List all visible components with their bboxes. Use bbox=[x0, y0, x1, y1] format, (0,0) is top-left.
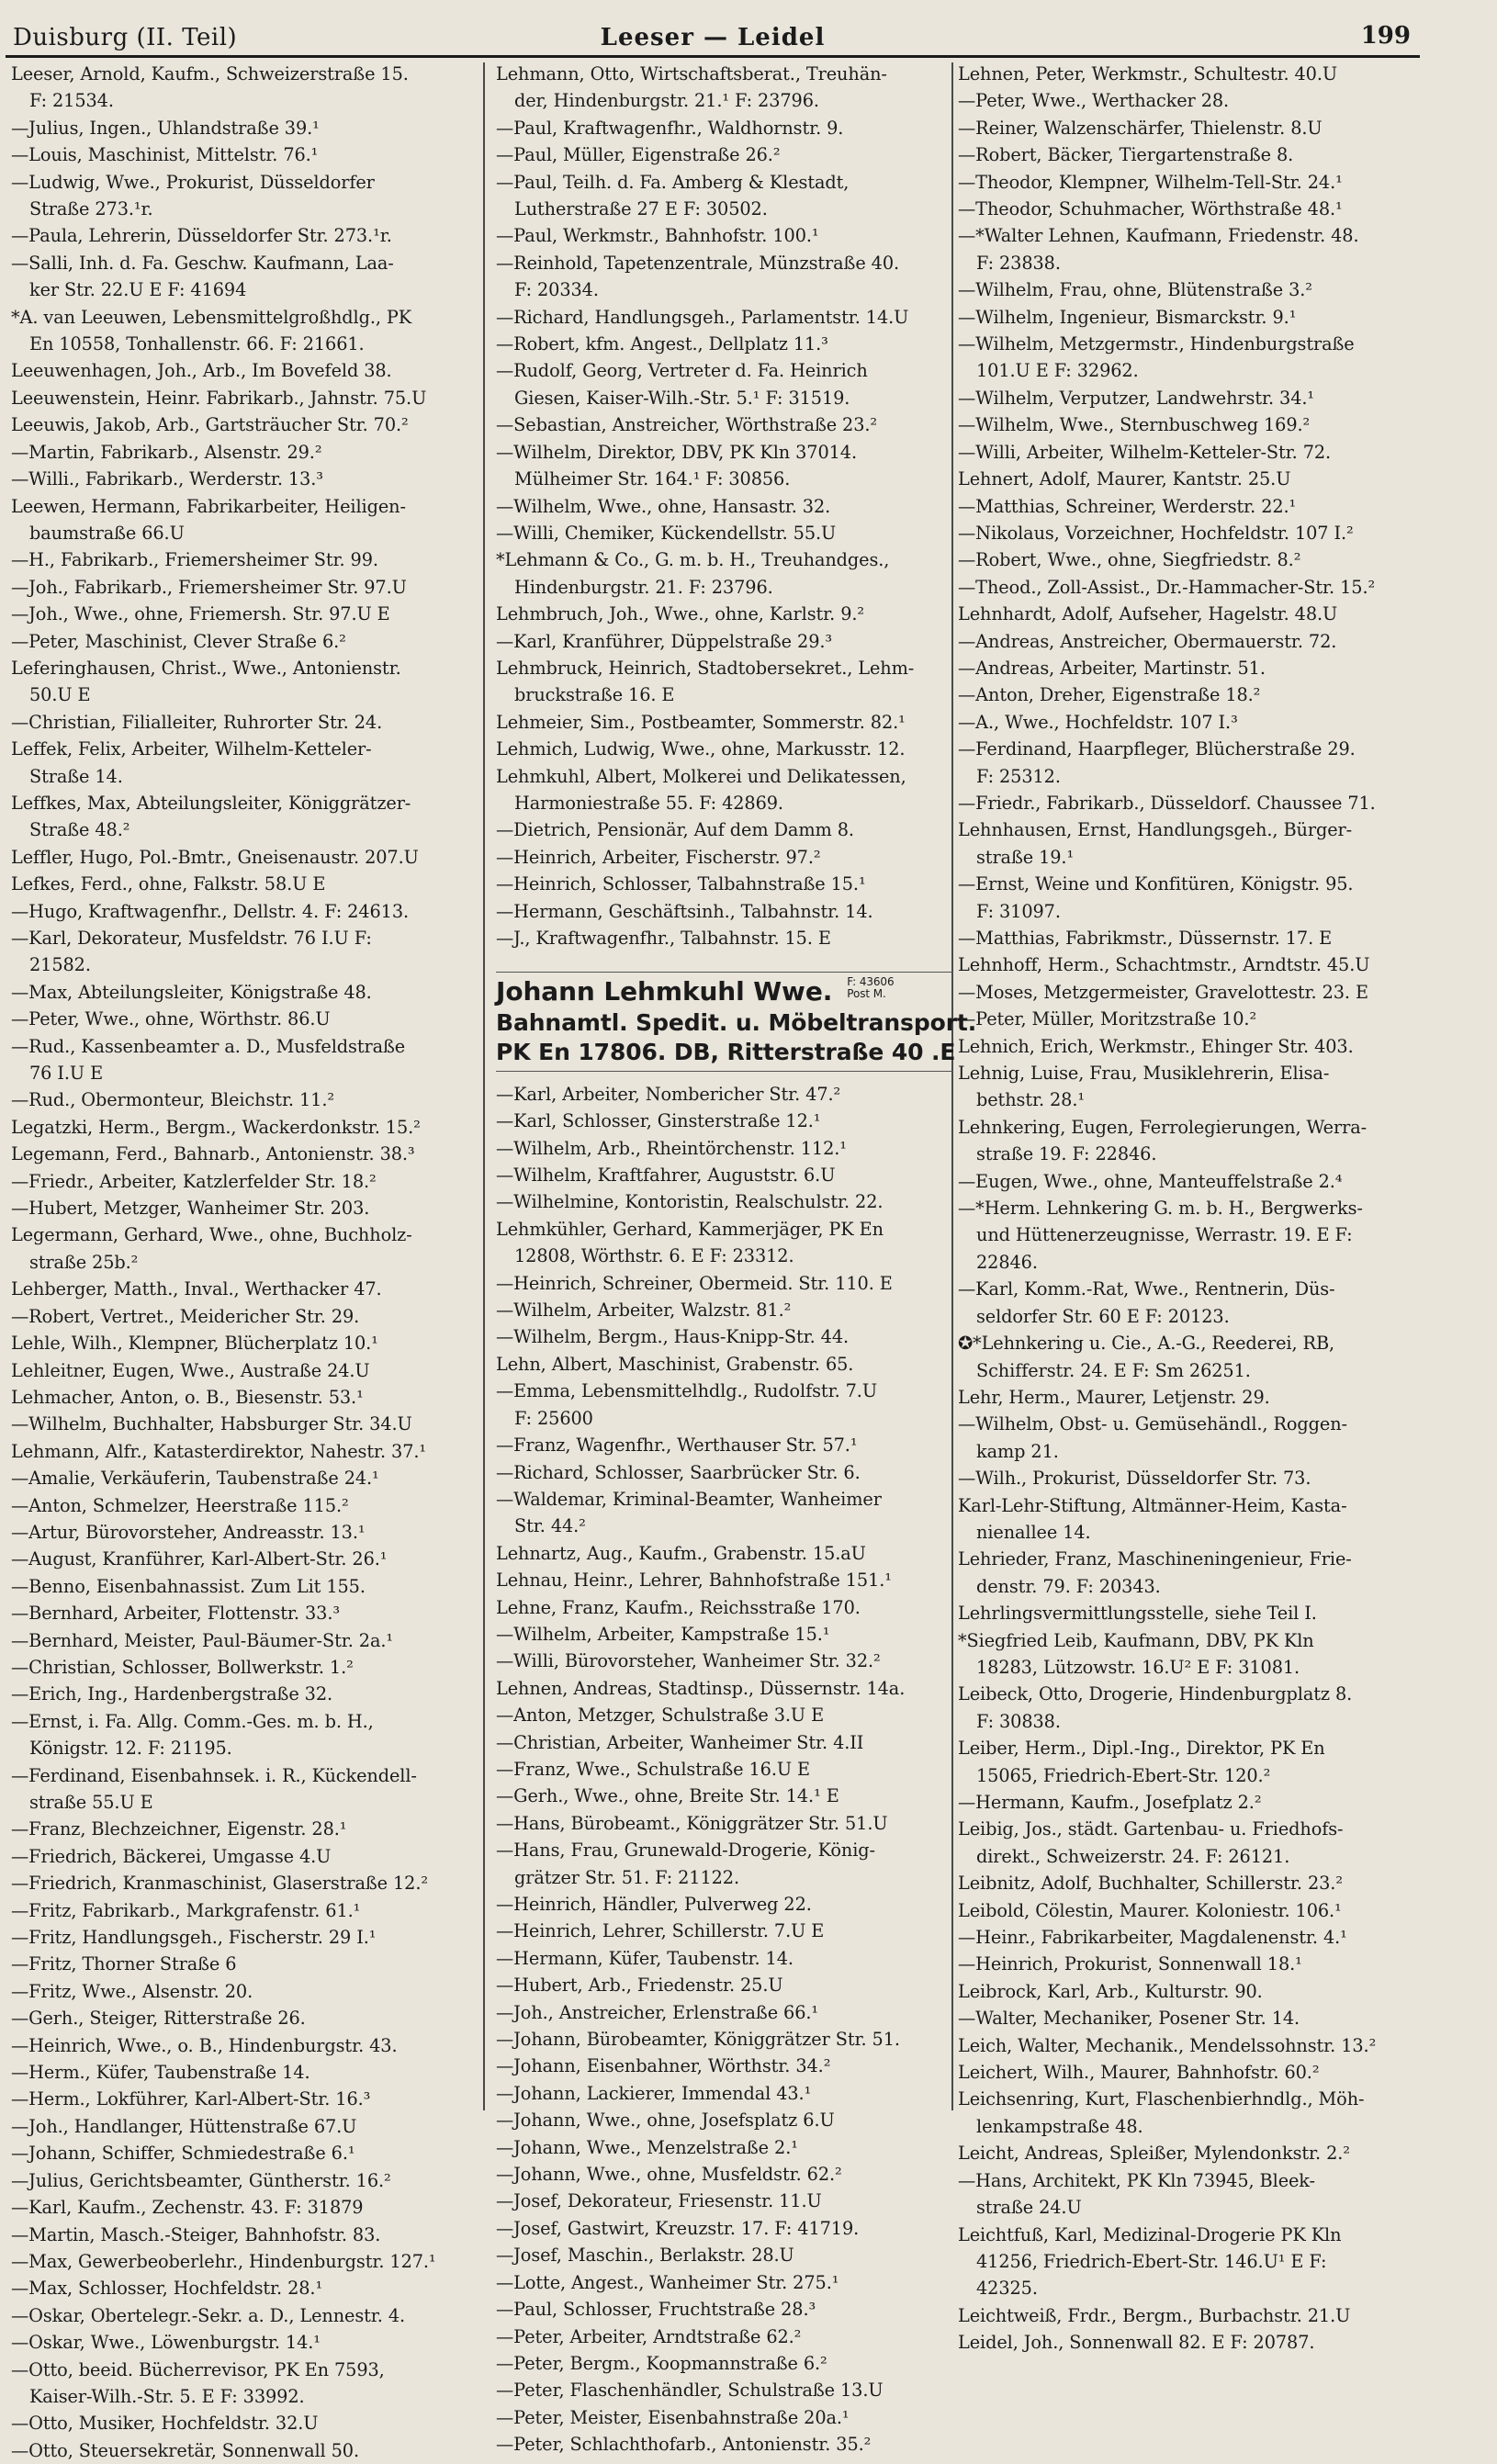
directory-entry-line: —Wilhelm, Obst- u. Gemüsehändl., Roggen- bbox=[958, 1413, 1347, 1435]
directory-entry-line: —Hermann, Küfer, Taubenstr. 14. bbox=[496, 1947, 794, 1969]
directory-entry-line: baumstraße 66.U bbox=[29, 522, 185, 544]
column-divider bbox=[483, 62, 485, 2110]
directory-entry-line: Leewen, Hermann, Fabrikarbeiter, Heiligen- bbox=[11, 495, 406, 517]
directory-entry-line: —Hans, Frau, Grunewald-Drogerie, König- bbox=[496, 1840, 875, 1862]
directory-entry-line: —Peter, Wwe., ohne, Wörthstr. 86.U bbox=[11, 1008, 331, 1030]
directory-entry-line: direkt., Schweizerstr. 24. F: 26121. bbox=[976, 1845, 1290, 1867]
directory-entry-line: —Peter, Bergm., Koopmannstraße 6.² bbox=[496, 2352, 827, 2374]
directory-entry-line: —Friedr., Fabrikarb., Düsseldorf. Chaussee 71. bbox=[958, 792, 1376, 814]
directory-entry-line: Lehnhardt, Adolf, Aufseher, Hagelstr. 48.U bbox=[958, 603, 1338, 625]
directory-entry-line: —Friedr., Arbeiter, Katzlerfelder Str. 18.² bbox=[11, 1170, 377, 1192]
directory-entry-line: Lehrieder, Franz, Maschineningenieur, Frie- bbox=[958, 1548, 1352, 1570]
directory-entry-line: Leidel, Joh., Sonnenwall 82. E F: 20787. bbox=[958, 2332, 1315, 2354]
directory-entry-line: —Karl, Komm.-Rat, Wwe., Rentnerin, Düs- bbox=[958, 1278, 1335, 1300]
directory-entry-line: Leeuwenstein, Heinr. Fabrikarb., Jahnstr. 75.U bbox=[11, 387, 427, 409]
directory-entry-line: —Theodor, Klempner, Wilhelm-Tell-Str. 24.¹ bbox=[958, 171, 1343, 193]
directory-entry-line: —Gerh., Wwe., ohne, Breite Str. 14.¹ E bbox=[496, 1785, 839, 1807]
directory-entry-line: —Amalie, Verkäuferin, Taubenstraße 24.¹ bbox=[11, 1468, 379, 1490]
directory-entry-line: Leibeck, Otto, Drogerie, Hindenburgplatz 8. bbox=[958, 1683, 1353, 1705]
directory-entry-line: —Matthias, Schreiner, Werderstr. 22.¹ bbox=[958, 495, 1297, 517]
directory-entry-line: Legermann, Gerhard, Wwe., ohne, Buchholz- bbox=[11, 1224, 412, 1246]
directory-entry-line: straße 19.¹ bbox=[976, 846, 1075, 868]
directory-entry-line: —Karl, Dekorateur, Musfeldstr. 76 I.U F: bbox=[11, 928, 372, 949]
directory-entry-line: —Otto, Steuersekretär, Sonnenwall 50. bbox=[11, 2439, 359, 2461]
directory-entry-line: —Wilhelm, Direktor, DBV, PK Kln 37014. bbox=[496, 441, 858, 463]
directory-entry-line: —Hugo, Kraftwagenfhr., Dellstr. 4. F: 24613. bbox=[11, 900, 410, 922]
directory-entry-line: —A., Wwe., Hochfeldstr. 107 I.³ bbox=[958, 711, 1238, 733]
directory-entry-line: —Gerh., Steiger, Ritterstraße 26. bbox=[11, 2008, 306, 2030]
directory-entry-line: —*Walter Lehnen, Kaufmann, Friedenstr. 48. bbox=[958, 225, 1359, 247]
directory-entry-line: —Waldemar, Kriminal-Beamter, Wanheimer bbox=[496, 1488, 882, 1510]
directory-entry-line: ker Str. 22.U E F: 41694 bbox=[29, 279, 247, 301]
directory-entry-line: —Robert, Bäcker, Tiergartenstraße 8. bbox=[958, 144, 1294, 166]
directory-entry-line: Lehmeier, Sim., Postbeamter, Sommerstr. 82.¹ bbox=[496, 711, 906, 733]
page-number: 199 bbox=[1360, 22, 1411, 50]
directory-entry-line: Straße 273.¹r. bbox=[29, 198, 153, 220]
directory-entry-line: Leichtfuß, Karl, Medizinal-Drogerie PK Kln bbox=[958, 2223, 1342, 2245]
directory-entry-line: Lehnartz, Aug., Kaufm., Grabenstr. 15.aU bbox=[496, 1542, 866, 1564]
directory-entry-line: —Herm., Küfer, Taubenstraße 14. bbox=[11, 2062, 310, 2084]
directory-entry-line: Leeuwis, Jakob, Arb., Gartsträucher Str. 70.² bbox=[11, 414, 409, 436]
directory-entry-line: 42325. bbox=[976, 2278, 1038, 2300]
directory-entry-line: —Oskar, Obertelegr.-Sekr. a. D., Lennestr. 4. bbox=[11, 2304, 406, 2326]
directory-entry-line: —Ernst, Weine und Konfitüren, Königstr. 95. bbox=[958, 873, 1354, 895]
directory-entry-line: —Dietrich, Pensionär, Auf dem Damm 8. bbox=[496, 819, 854, 841]
directory-entry-line: —Karl, Arbeiter, Nombericher Str. 47.² bbox=[496, 1083, 841, 1105]
advert-title: Johann Lehmkuhl Wwe. bbox=[496, 976, 833, 1007]
directory-entry-line: —Hubert, Arb., Friedenstr. 25.U bbox=[496, 1975, 783, 1997]
directory-entry-line: —Johann, Wwe., ohne, Josefsplatz 6.U bbox=[496, 2110, 835, 2132]
directory-entry-line: Legatzki, Herm., Bergm., Wackerdonkstr. 15.² bbox=[11, 1116, 421, 1138]
directory-entry-line: —Josef, Maschin., Berlakstr. 28.U bbox=[496, 2245, 794, 2267]
directory-entry-line: Leeuwenhagen, Joh., Arb., Im Bovefeld 38. bbox=[11, 360, 392, 382]
directory-entry-line: Lehmbruck, Heinrich, Stadtobersekret., Lehm- bbox=[496, 657, 915, 679]
directory-entry-line: Lehrlingsvermittlungsstelle, siehe Teil I. bbox=[958, 1603, 1317, 1625]
directory-entry-line: —Emma, Lebensmittelhdlg., Rudolfstr. 7.U bbox=[496, 1380, 877, 1402]
directory-entry-line: —Peter, Schlachthofarb., Antonienstr. 35.² bbox=[496, 2434, 872, 2456]
directory-entry-line: —Paul, Kraftwagenfhr., Waldhornstr. 9. bbox=[496, 117, 844, 139]
directory-entry-line: Lehmich, Ludwig, Wwe., ohne, Markusstr. 12. bbox=[496, 738, 906, 760]
advert-tel: F: 43606 bbox=[847, 975, 895, 989]
directory-entry-line: —Josef, Gastwirt, Kreuzstr. 17. F: 41719. bbox=[496, 2217, 860, 2239]
directory-entry-line: —Hubert, Metzger, Wanheimer Str. 203. bbox=[11, 1198, 370, 1220]
directory-entry-line: Lehnert, Adolf, Maurer, Kantstr. 25.U bbox=[958, 468, 1291, 490]
directory-entry-line: Kaiser-Wilh.-Str. 5. E F: 33992. bbox=[29, 2385, 305, 2407]
directory-entry-line: Leichert, Wilh., Maurer, Bahnhofstr. 60.² bbox=[958, 2062, 1320, 2084]
directory-entry-line: Leeser, Arnold, Kaufm., Schweizerstraße 15. bbox=[11, 63, 409, 84]
directory-entry-line: —Walter, Mechaniker, Posener Str. 14. bbox=[958, 2008, 1300, 2030]
directory-entry-line: —Martin, Fabrikarb., Alsenstr. 29.² bbox=[11, 441, 322, 463]
directory-entry-line: —Moses, Metzgermeister, Gravelottestr. 23. E bbox=[958, 981, 1368, 1003]
directory-entry-line: Lehnen, Andreas, Stadtinsp., Düssernstr. 14a. bbox=[496, 1677, 906, 1699]
directory-entry-line: —Peter, Wwe., Werthacker 28. bbox=[958, 90, 1230, 112]
directory-entry-line: —Paula, Lehrerin, Düsseldorfer Str. 273.¹r. bbox=[11, 225, 392, 247]
directory-entry-line: Lehnig, Luise, Frau, Musiklehrerin, Elisa- bbox=[958, 1063, 1330, 1085]
directory-entry-line: —Heinrich, Schlosser, Talbahnstraße 15.¹ bbox=[496, 873, 866, 895]
directory-entry-line: bethstr. 28.¹ bbox=[976, 1089, 1086, 1111]
directory-entry-line: En 10558, Tonhallenstr. 66. F: 21661. bbox=[29, 333, 365, 355]
directory-entry-line: —Benno, Eisenbahnassist. Zum Lit 155. bbox=[11, 1575, 366, 1597]
directory-entry-line: Leffkes, Max, Abteilungsleiter, Königgrätzer- bbox=[11, 792, 411, 814]
directory-entry-line: —August, Kranführer, Karl-Albert-Str. 26.¹ bbox=[11, 1548, 388, 1570]
directory-entry-line: Mülheimer Str. 164.¹ F: 30856. bbox=[514, 468, 791, 490]
directory-entry-line: —J., Kraftwagenfhr., Talbahnstr. 15. E bbox=[496, 928, 831, 949]
directory-entry-line: —Christian, Filialleiter, Ruhrorter Str. 24. bbox=[11, 711, 383, 733]
directory-entry-line: 12808, Wörthstr. 6. E F: 23312. bbox=[514, 1245, 794, 1267]
directory-entry-line: —Karl, Kranführer, Düppelstraße 29.³ bbox=[496, 630, 833, 652]
directory-entry-line: kamp 21. bbox=[976, 1440, 1059, 1462]
directory-entry-line: —Joh., Handlanger, Hüttenstraße 67.U bbox=[11, 2115, 357, 2137]
directory-entry-line: —Max, Abteilungsleiter, Königstraße 48. bbox=[11, 981, 372, 1003]
directory-entry-line: Harmoniestraße 55. F: 42869. bbox=[514, 792, 783, 814]
directory-entry-line: Schifferstr. 24. E F: Sm 26251. bbox=[976, 1359, 1251, 1381]
directory-entry-line: nienallee 14. bbox=[976, 1521, 1091, 1543]
directory-entry-line: Lehmann, Alfr., Katasterdirektor, Nahestr. 37.¹ bbox=[11, 1440, 427, 1462]
directory-entry-line: —Anton, Dreher, Eigenstraße 18.² bbox=[958, 684, 1261, 706]
directory-entry-line: —Heinrich, Händler, Pulverweg 22. bbox=[496, 1894, 812, 1915]
directory-entry-line: —Joh., Fabrikarb., Friemersheimer Str. 97.U bbox=[11, 576, 407, 598]
directory-entry-line: —Wilhelm, Kraftfahrer, Auguststr. 6.U bbox=[496, 1164, 836, 1187]
directory-entry-line: —Lotte, Angest., Wanheimer Str. 275.¹ bbox=[496, 2271, 839, 2293]
directory-entry-line: —Peter, Maschinist, Clever Straße 6.² bbox=[11, 630, 346, 652]
directory-entry-line: —Julius, Ingen., Uhlandstraße 39.¹ bbox=[11, 117, 320, 139]
directory-entry-line: F: 20334. bbox=[514, 279, 599, 301]
directory-entry-line: Str. 44.² bbox=[514, 1515, 586, 1537]
directory-entry-line: —Artur, Bürovorsteher, Andreasstr. 13.¹ bbox=[11, 1521, 366, 1543]
directory-entry-line: F: 25312. bbox=[976, 765, 1061, 787]
directory-entry-line: —Fritz, Fabrikarb., Markgrafenstr. 61.¹ bbox=[11, 1899, 361, 1921]
directory-entry-line: —Hans, Bürobeamt., Königgrätzer Str. 51.U bbox=[496, 1812, 888, 1834]
directory-entry-line: —Robert, kfm. Angest., Dellplatz 11.³ bbox=[496, 333, 828, 355]
directory-entry-line: F: 30838. bbox=[976, 1710, 1061, 1732]
directory-entry-line: —Wilhelm, Ingenieur, Bismarckstr. 9.¹ bbox=[958, 306, 1297, 328]
directory-entry-line: —Christian, Schlosser, Bollwerkstr. 1.² bbox=[11, 1656, 354, 1678]
directory-entry-line: Leibrock, Karl, Arb., Kulturstr. 90. bbox=[958, 1980, 1263, 2002]
directory-entry-line: —Wilhelm, Bergm., Haus-Knipp-Str. 44. bbox=[496, 1326, 850, 1348]
directory-entry-line: —Johann, Lackierer, Immendal 43.¹ bbox=[496, 2082, 812, 2104]
directory-entry-line: —Ferdinand, Haarpfleger, Blücherstraße 29. bbox=[958, 738, 1356, 760]
directory-entry-line: Lutherstraße 27 E F: 30502. bbox=[514, 198, 768, 220]
directory-entry-line: lenkampstraße 48. bbox=[976, 2115, 1143, 2137]
directory-entry-line: Lehberger, Matth., Inval., Werthacker 47. bbox=[11, 1278, 382, 1300]
directory-entry-line: —Richard, Schlosser, Saarbrücker Str. 6. bbox=[496, 1461, 861, 1483]
directory-entry-line: der, Hindenburgstr. 21.¹ F: 23796. bbox=[514, 90, 819, 112]
directory-entry-line: —Franz, Blechzeichner, Eigenstr. 28.¹ bbox=[11, 1818, 347, 1840]
directory-entry-line: —Willi, Arbeiter, Wilhelm-Ketteler-Str. 72. bbox=[958, 441, 1332, 463]
directory-entry-line: —Hermann, Kaufm., Josefplatz 2.² bbox=[958, 1792, 1262, 1813]
directory-entry-line: 15065, Friedrich-Ebert-Str. 120.² bbox=[976, 1764, 1271, 1786]
directory-entry-line: 41256, Friedrich-Ebert-Str. 146.U¹ E F: bbox=[976, 2250, 1327, 2272]
directory-entry-line: Leibold, Cölestin, Maurer. Koloniestr. 106.¹ bbox=[958, 1899, 1342, 1921]
directory-entry-line: —Max, Schlosser, Hochfeldstr. 28.¹ bbox=[11, 2278, 323, 2300]
directory-column-3 bbox=[958, 61, 1419, 2354]
directory-entry-line: 76 I.U E bbox=[29, 1063, 104, 1085]
directory-entry-line: Lehle, Wilh., Klempner, Blücherplatz 10.¹ bbox=[11, 1333, 378, 1355]
directory-entry-line: —Karl, Kaufm., Zechenstr. 43. F: 31879 bbox=[11, 2197, 364, 2219]
directory-entry-line: Leiber, Herm., Dipl.-Ing., Direktor, PK En bbox=[958, 1738, 1325, 1760]
directory-entry-line: —Robert, Wwe., ohne, Siegfriedstr. 8.² bbox=[958, 549, 1301, 571]
directory-entry-line: Lehne, Franz, Kaufm., Reichsstraße 170. bbox=[496, 1596, 861, 1618]
header-range: Leeser — Leidel bbox=[600, 24, 826, 51]
page-header bbox=[6, 9, 1420, 58]
directory-entry-line: —Heinrich, Arbeiter, Fischerstr. 97.² bbox=[496, 846, 821, 868]
directory-entry-line: —Paul, Werkmstr., Bahnhofstr. 100.¹ bbox=[496, 225, 819, 247]
directory-entry-line: —Theodor, Schuhmacher, Wörthstraße 48.¹ bbox=[958, 198, 1343, 220]
directory-entry-line: —Willi., Fabrikarb., Werderstr. 13.³ bbox=[11, 468, 323, 490]
directory-entry-line: 101.U E F: 32962. bbox=[976, 360, 1139, 382]
directory-entry-line: —Otto, beeid. Bücherrevisor, PK En 7593, bbox=[11, 2358, 385, 2380]
directory-entry-line: straße 24.U bbox=[976, 2197, 1082, 2219]
directory-entry-line: —Wilhelm, Frau, ohne, Blütenstraße 3.² bbox=[958, 279, 1312, 301]
directory-entry-line: Lehnich, Erich, Werkmstr., Ehinger Str. 403. bbox=[958, 1035, 1354, 1057]
directory-entry-line: —Herm., Lokführer, Karl-Albert-Str. 16.³ bbox=[11, 2088, 371, 2110]
directory-entry-line: Giesen, Kaiser-Wilh.-Str. 5.¹ F: 31519. bbox=[514, 387, 850, 409]
advert-line-2: PK En 17806. DB, Ritterstraße 40 .E bbox=[496, 1038, 956, 1065]
directory-entry-line: 50.U E bbox=[29, 684, 91, 706]
directory-entry-line: —Hermann, Geschäftsinh., Talbahnstr. 14. bbox=[496, 900, 873, 922]
directory-entry-line: —Wilhelm, Verputzer, Landwehrstr. 34.¹ bbox=[958, 387, 1315, 409]
directory-entry-line: —Heinrich, Schreiner, Obermeid. Str. 110. E bbox=[496, 1272, 893, 1294]
directory-entry-line: —Friedrich, Kranmaschinist, Glaserstraße 12.² bbox=[11, 1873, 428, 1895]
header-city: Duisburg (II. Teil) bbox=[13, 24, 238, 51]
directory-entry-line: —Wilhelm, Metzgermstr., Hindenburgstraße bbox=[958, 333, 1355, 355]
directory-entry-line: Leffek, Felix, Arbeiter, Wilhelm-Ketteler- bbox=[11, 738, 372, 760]
directory-entry-line: Lehmbruch, Joh., Wwe., ohne, Karlstr. 9.² bbox=[496, 603, 865, 625]
directory-entry-line: —Wilhelm, Wwe., ohne, Hansastr. 32. bbox=[496, 495, 831, 517]
directory-entry-line: Lehmann, Otto, Wirtschaftsberat., Treuhän- bbox=[496, 63, 887, 84]
directory-entry-line: seldorfer Str. 60 E F: 20123. bbox=[976, 1305, 1230, 1327]
directory-entry-line: —Salli, Inh. d. Fa. Geschw. Kaufmann, Laa- bbox=[11, 252, 394, 274]
directory-entry-line: —Ludwig, Wwe., Prokurist, Düsseldorfer bbox=[11, 171, 375, 193]
directory-entry-line: —Anton, Schmelzer, Heerstraße 115.² bbox=[11, 1494, 349, 1516]
directory-entry-line: —Heinrich, Prokurist, Sonnenwall 18.¹ bbox=[958, 1953, 1302, 1975]
directory-entry-line: —Sebastian, Anstreicher, Wörthstraße 23.² bbox=[496, 414, 878, 436]
directory-entry-line: —Joh., Wwe., ohne, Friemersh. Str. 97.U E bbox=[11, 603, 390, 625]
directory-entry-line: —Johann, Wwe., Menzelstraße 2.¹ bbox=[496, 2136, 798, 2158]
directory-entry-line: —Joh., Anstreicher, Erlenstraße 66.¹ bbox=[496, 2001, 819, 2023]
directory-entry-line: Leibnitz, Adolf, Buchhalter, Schillerstr. 23.² bbox=[958, 1873, 1343, 1895]
directory-entry-line: Lehnau, Heinr., Lehrer, Bahnhofstraße 151.¹ bbox=[496, 1570, 892, 1592]
directory-entry-line: Leicht, Andreas, Spleißer, Mylendonkstr. 2.² bbox=[958, 2143, 1350, 2165]
directory-entry-line: —Hans, Architekt, PK Kln 73945, Bleek- bbox=[958, 2169, 1315, 2191]
directory-entry-line: Legemann, Ferd., Bahnarb., Antonienstr. 38.³ bbox=[11, 1143, 415, 1165]
directory-entry-line: Lehleitner, Eugen, Wwe., Austraße 24.U bbox=[11, 1359, 370, 1381]
directory-entry-line: —Johann, Bürobeamter, Königgrätzer Str. 51. bbox=[496, 2029, 900, 2051]
directory-entry-line: —Paul, Teilh. d. Fa. Amberg & Klestadt, bbox=[496, 171, 850, 193]
directory-entry-line: —Louis, Maschinist, Mittelstr. 76.¹ bbox=[11, 144, 319, 166]
directory-entry-line: ✪*Lehnkering u. Cie., A.-G., Reederei, RB, bbox=[958, 1333, 1335, 1355]
directory-entry-line: Leichtweiß, Frdr., Bergm., Burbachstr. 21.U bbox=[958, 2304, 1351, 2326]
directory-entry-line: —Wilhelm, Arbeiter, Kampstraße 15.¹ bbox=[496, 1623, 830, 1645]
directory-entry-line: Königstr. 12. F: 21195. bbox=[29, 1738, 232, 1760]
directory-entry-line: straße 25b.² bbox=[29, 1251, 139, 1273]
directory-entry-line: —Reinhold, Tapetenzentrale, Münzstraße 40. bbox=[496, 252, 900, 274]
directory-entry-line: Lehnen, Peter, Werkmstr., Schultestr. 40.U bbox=[958, 63, 1338, 84]
directory-entry-line: —Johann, Schiffer, Schmiedestraße 6.¹ bbox=[11, 2143, 355, 2165]
directory-entry-line: Lehmkuhl, Albert, Molkerei und Delikatessen, bbox=[496, 765, 906, 787]
directory-column-1 bbox=[11, 61, 472, 2461]
directory-entry-line: —Fritz, Handlungsgeh., Fischerstr. 29 I.¹ bbox=[11, 1927, 377, 1949]
directory-entry-line: Lehnhoff, Herm., Schachtmstr., Arndtstr. 45.U bbox=[958, 954, 1370, 976]
directory-entry-line: —Willi, Chemiker, Kückendellstr. 55.U bbox=[496, 522, 837, 544]
directory-entry-line: —Otto, Musiker, Hochfeldstr. 32.U bbox=[11, 2413, 319, 2435]
directory-entry-line: —*Herm. Lehnkering G. m. b. H., Bergwerks- bbox=[958, 1198, 1363, 1220]
directory-entry-line: —Wilhelm, Buchhalter, Habsburger Str. 34.U bbox=[11, 1413, 412, 1435]
advert-contact bbox=[847, 976, 894, 1000]
directory-entry-line: Lehnkering, Eugen, Ferrolegierungen, Werra- bbox=[958, 1116, 1368, 1138]
directory-entry-line: —Paul, Müller, Eigenstraße 26.² bbox=[496, 144, 781, 166]
directory-entry-line: —Martin, Masch.-Steiger, Bahnhofstr. 83. bbox=[11, 2223, 381, 2245]
advert-line-1: Bahnamtl. Spedit. u. Möbeltransport. bbox=[496, 1008, 977, 1036]
directory-entry-line: —Johann, Wwe., ohne, Musfeldstr. 62.² bbox=[496, 2164, 842, 2186]
directory-entry-line: —Fritz, Wwe., Alsenstr. 20. bbox=[11, 1980, 253, 2002]
directory-entry-line: F: 31097. bbox=[976, 900, 1061, 922]
directory-entry-line: —Wilhelm, Arb., Rheintörchenstr. 112.¹ bbox=[496, 1137, 847, 1159]
directory-entry-line: F: 25600 bbox=[514, 1407, 593, 1429]
directory-entry-line: Lehn, Albert, Maschinist, Grabenstr. 65. bbox=[496, 1353, 854, 1375]
directory-entry-line: —Franz, Wagenfhr., Werthauser Str. 57.¹ bbox=[496, 1435, 858, 1457]
directory-entry-line: Straße 48.² bbox=[29, 819, 130, 841]
directory-entry-line: —Oskar, Wwe., Löwenburgstr. 14.¹ bbox=[11, 2332, 321, 2354]
directory-entry-line: —Reiner, Walzenschärfer, Thielenstr. 8.U bbox=[958, 117, 1323, 139]
directory-entry-line: —Peter, Meister, Eisenbahnstraße 20a.¹ bbox=[496, 2406, 850, 2428]
directory-entry-line: 22846. bbox=[976, 1251, 1038, 1273]
directory-entry-line: —H., Fabrikarb., Friemersheimer Str. 99. bbox=[11, 549, 378, 571]
directory-entry-line: 21582. bbox=[29, 954, 91, 976]
directory-entry-line: —Eugen, Wwe., ohne, Manteuffelstraße 2.⁴ bbox=[958, 1170, 1343, 1192]
directory-entry-line: —Richard, Handlungsgeh., Parlamentstr. 14.U bbox=[496, 306, 909, 328]
directory-entry-line: bruckstraße 16. E bbox=[514, 684, 675, 706]
directory-entry-line: Leich, Walter, Mechanik., Mendelssohnstr. 13.² bbox=[958, 2034, 1377, 2056]
directory-entry-line: —Ernst, i. Fa. Allg. Comm.-Ges. m. b. H., bbox=[11, 1710, 374, 1732]
directory-entry-line: —Rud., Obermonteur, Bleichstr. 11.² bbox=[11, 1089, 334, 1111]
directory-entry-line: —Willi, Bürovorsteher, Wanheimer Str. 32.² bbox=[496, 1650, 881, 1672]
directory-entry-line: *Lehmann & Co., G. m. b. H., Treuhandges., bbox=[496, 549, 890, 571]
directory-entry-line: —Wilhelmine, Kontoristin, Realschulstr. 22. bbox=[496, 1191, 884, 1213]
directory-entry-line: Lefkes, Ferd., ohne, Falkstr. 58.U E bbox=[11, 873, 326, 895]
directory-entry-line: —Christian, Arbeiter, Wanheimer Str. 4.II bbox=[496, 1731, 864, 1753]
directory-entry-line: —Heinrich, Lehrer, Schillerstr. 7.U E bbox=[496, 1920, 825, 1942]
directory-entry-line: —Andreas, Anstreicher, Obermauerstr. 72. bbox=[958, 630, 1337, 652]
directory-entry-line: —Heinr., Fabrikarbeiter, Magdalenenstr. 4.¹ bbox=[958, 1927, 1347, 1949]
directory-entry-line: grätzer Str. 51. F: 21122. bbox=[514, 1866, 740, 1888]
directory-entry-line: *Siegfried Leib, Kaufmann, DBV, PK Kln bbox=[958, 1629, 1314, 1651]
directory-entry-line: Leffler, Hugo, Pol.-Bmtr., Gneisenaustr. 207.U bbox=[11, 846, 419, 868]
directory-entry-line: —Peter, Müller, Moritzstraße 10.² bbox=[958, 1008, 1257, 1030]
directory-entry-line: —Wilhelm, Arbeiter, Walzstr. 81.² bbox=[496, 1300, 792, 1322]
directory-entry-line: —Heinrich, Wwe., o. B., Hindenburgstr. 43. bbox=[11, 2034, 398, 2056]
directory-entry-line: F: 23838. bbox=[976, 252, 1061, 274]
directory-entry-line: Leibig, Jos., städt. Gartenbau- u. Friedhofs- bbox=[958, 1818, 1344, 1840]
directory-entry-line: *A. van Leeuwen, Lebensmittelgroßhdlg., PK bbox=[11, 306, 412, 328]
directory-entry-line: Straße 14. bbox=[29, 765, 123, 787]
directory-entry-line: —Erich, Ing., Hardenbergstraße 32. bbox=[11, 1683, 333, 1705]
directory-entry-line: —Peter, Arbeiter, Arndtstraße 62.² bbox=[496, 2325, 802, 2347]
directory-entry-line: —Friedrich, Bäckerei, Umgasse 4.U bbox=[11, 1845, 332, 1867]
directory-entry-line: F: 21534. bbox=[29, 90, 114, 112]
directory-entry-line: —Matthias, Fabrikmstr., Düssernstr. 17. E bbox=[958, 928, 1333, 949]
directory-entry-line: —Rudolf, Georg, Vertreter d. Fa. Heinrich bbox=[496, 360, 868, 382]
directory-entry-line: —Robert, Vertret., Meidericher Str. 29. bbox=[11, 1305, 360, 1327]
directory-entry-line: —Andreas, Arbeiter, Martinstr. 51. bbox=[958, 657, 1266, 679]
directory-entry-line: —Franz, Wwe., Schulstraße 16.U E bbox=[496, 1758, 811, 1780]
directory-entry-line: und Hüttenerzeugnisse, Werrastr. 19. E F: bbox=[976, 1224, 1353, 1246]
directory-entry-line: —Bernhard, Arbeiter, Flottenstr. 33.³ bbox=[11, 1603, 340, 1625]
directory-entry-line: —Paul, Schlosser, Fruchtstraße 28.³ bbox=[496, 2299, 816, 2321]
directory-entry-line: denstr. 79. F: 20343. bbox=[976, 1575, 1161, 1597]
directory-entry-line: —Karl, Schlosser, Ginsterstraße 12.¹ bbox=[496, 1110, 821, 1132]
directory-entry-line: Karl-Lehr-Stiftung, Altmänner-Heim, Kasta- bbox=[958, 1494, 1347, 1516]
directory-entry-line: 18283, Lützowstr. 16.U² E F: 31081. bbox=[976, 1656, 1300, 1678]
directory-entry-line: —Johann, Eisenbahner, Wörthstr. 34.² bbox=[496, 2055, 831, 2077]
advertisement-box bbox=[496, 972, 977, 1071]
directory-entry-line: —Rud., Kassenbeamter a. D., Musfeldstraße bbox=[11, 1035, 406, 1057]
directory-entry-line: Lehmkühler, Gerhard, Kammerjäger, PK En bbox=[496, 1218, 884, 1240]
directory-entry-line: —Max, Gewerbeoberlehr., Hindenburgstr. 127.¹ bbox=[11, 2250, 436, 2272]
directory-entry-line: —Theod., Zoll-Assist., Dr.-Hammacher-Str. 15.² bbox=[958, 576, 1376, 598]
advert-post: Post M. bbox=[847, 987, 886, 1001]
directory-entry-line: —Fritz, Thorner Straße 6 bbox=[11, 1953, 237, 1975]
directory-entry-line: —Nikolaus, Vorzeichner, Hochfeldstr. 107 I.² bbox=[958, 522, 1354, 544]
directory-entry-line: —Julius, Gerichtsbeamter, Güntherstr. 16.² bbox=[11, 2169, 391, 2191]
directory-entry-line: Hindenburgstr. 21. F: 23796. bbox=[514, 576, 773, 598]
directory-entry-line: —Wilhelm, Wwe., Sternbuschweg 169.² bbox=[958, 414, 1311, 436]
directory-entry-line: Lehr, Herm., Maurer, Letjenstr. 29. bbox=[958, 1386, 1270, 1408]
directory-entry-line: —Bernhard, Meister, Paul-Bäumer-Str. 2a.¹ bbox=[11, 1629, 393, 1651]
directory-entry-line: Leferinghausen, Christ., Wwe., Antonienstr. bbox=[11, 657, 401, 679]
directory-entry-line: Leichsenring, Kurt, Flaschenbierhndlg., Möh- bbox=[958, 2088, 1365, 2110]
directory-entry-line: straße 19. F: 22846. bbox=[976, 1143, 1157, 1165]
directory-entry-line: —Ferdinand, Eisenbahnsek. i. R., Kückendell- bbox=[11, 1764, 417, 1786]
directory-entry-line: —Josef, Dekorateur, Friesenstr. 11.U bbox=[496, 2190, 822, 2212]
directory-entry-line: Lehmacher, Anton, o. B., Biesenstr. 53.¹ bbox=[11, 1386, 364, 1408]
directory-entry-line: —Peter, Flaschenhändler, Schulstraße 13.U bbox=[496, 2380, 884, 2402]
directory-column-2 bbox=[496, 61, 977, 2456]
directory-entry-line: Lehnhausen, Ernst, Handlungsgeh., Bürger- bbox=[958, 819, 1353, 841]
directory-entry-line: straße 55.U E bbox=[29, 1792, 153, 1813]
directory-entry-line: —Anton, Metzger, Schulstraße 3.U E bbox=[496, 1705, 825, 1727]
directory-entry-line: —Wilh., Prokurist, Düsseldorfer Str. 73. bbox=[958, 1468, 1311, 1490]
